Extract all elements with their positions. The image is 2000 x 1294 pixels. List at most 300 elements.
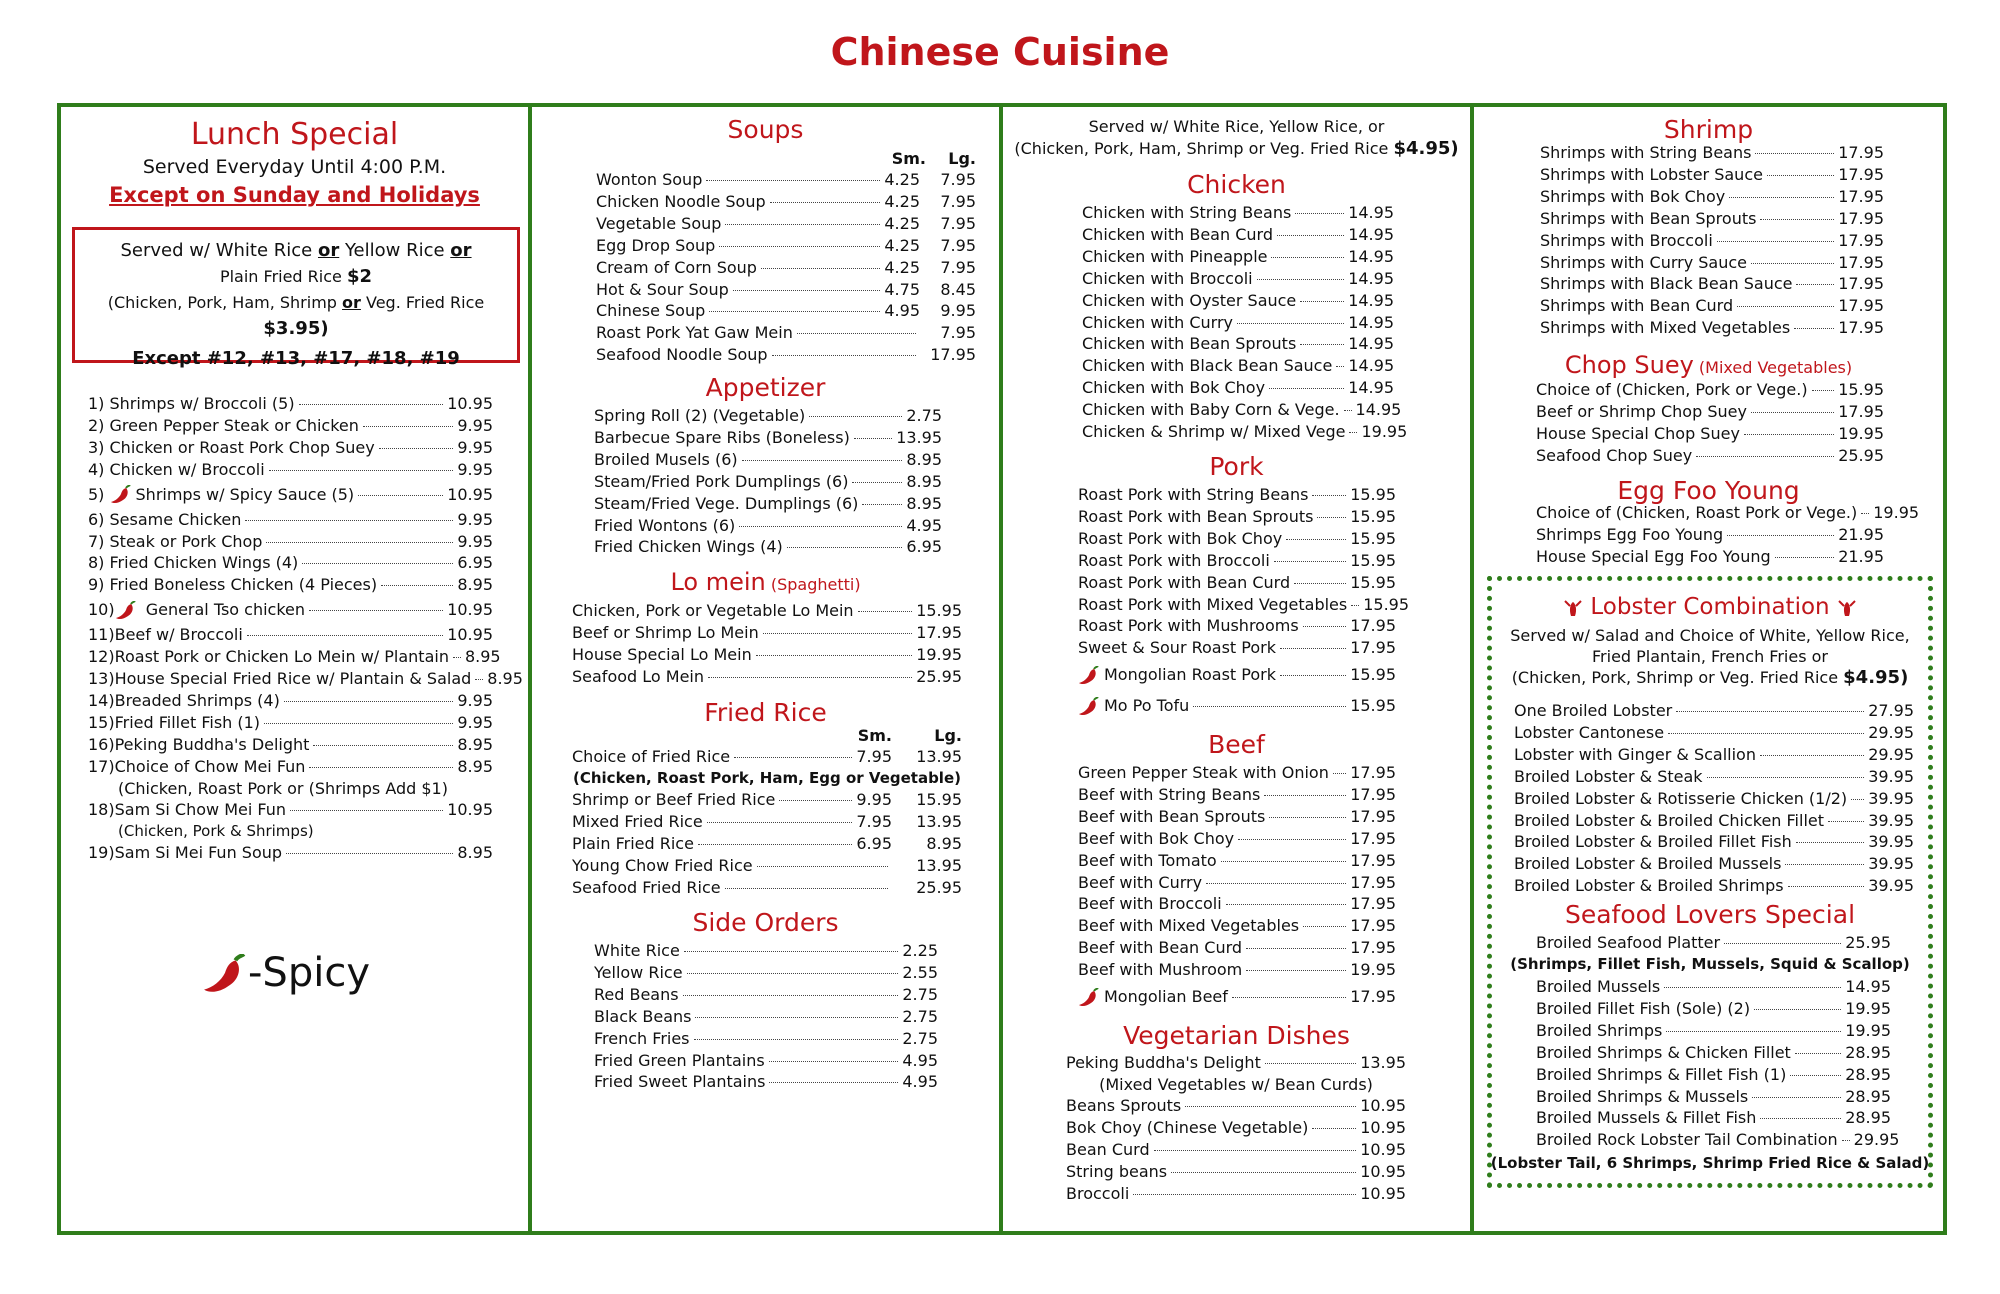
menu-item-price: 19.95: [1873, 503, 1920, 522]
lunch-heading: Lunch Special: [190, 117, 399, 152]
dot-leader: [264, 723, 453, 724]
seafood-section: [1536, 932, 1891, 954]
dot-leader: [1246, 948, 1346, 949]
price-large: 13.95: [916, 747, 962, 766]
menu-item-name: Young Chow Fried Rice: [572, 855, 753, 875]
menu-item: [1078, 762, 1396, 784]
fried-rice-section: [572, 726, 962, 898]
dot-leader: [858, 611, 913, 612]
col3-served: Served w/ White Rice, Yellow Rice, or (Chicken, Pork, Ham, Shrimp or Veg. Fried Rice $4.95): [1014, 117, 1459, 159]
dot-leader: [302, 563, 453, 564]
menu-item-price: 8.95: [457, 734, 493, 754]
menu-item-price: 9.95: [457, 531, 493, 551]
menu-item-name: Seafood Noodle Soup: [596, 345, 768, 365]
dot-leader: [1312, 1128, 1356, 1129]
menu-item: [1514, 766, 1914, 788]
menu-item: [594, 493, 942, 515]
menu-item: [1536, 1042, 1891, 1064]
menu-item-price: 17.95: [1350, 763, 1396, 782]
dot-leader: [1795, 1053, 1841, 1054]
chili-pepper-icon: [1078, 666, 1100, 686]
menu-item-name: Peking Buddha's Delight: [1066, 1053, 1261, 1072]
dot-leader: [1861, 513, 1869, 514]
menu-item: [1078, 828, 1396, 850]
menu-item-price: 15.95: [1363, 594, 1410, 614]
menu-item: [88, 393, 493, 415]
menu-item-name: Cream of Corn Soup: [596, 257, 757, 277]
menu-item-price: 14.95: [1348, 246, 1394, 266]
dot-leader: [1751, 263, 1834, 264]
menu-item-price: 8.95: [464, 647, 501, 667]
price-large: 7.95: [940, 170, 976, 189]
menu-item-name: Beef with Tomato: [1078, 850, 1217, 870]
menu-item: [88, 712, 493, 734]
dot-leader: [1796, 284, 1834, 285]
menu-item-price: 2.55: [902, 962, 938, 982]
menu-item: [572, 600, 962, 622]
dot-leader: [1760, 1118, 1841, 1119]
menu-item-name: 15)Fried Fillet Fish (1): [88, 712, 261, 732]
dot-leader: [286, 853, 453, 854]
dot-leader: [1754, 1009, 1841, 1010]
soups-heading: Soups: [727, 115, 804, 144]
menu-item-price: 9.95: [457, 712, 493, 732]
menu-item-name: Beef or Shrimp Lo Mein: [572, 622, 759, 642]
menu-item-name: Roast Pork with Broccoli: [1078, 550, 1270, 570]
menu-item-price: 17.95: [916, 622, 962, 642]
menu-item-price: 28.95: [1845, 1108, 1891, 1128]
menu-item: [1514, 831, 1914, 853]
dot-leader: [1760, 219, 1834, 220]
menu-item-price: 17.95: [1838, 186, 1884, 206]
menu-item-name: Green Pepper Steak with Onion: [1078, 763, 1329, 782]
menu-item-name: Seafood Fried Rice: [572, 877, 721, 897]
menu-item-price: 15.95: [1350, 696, 1396, 716]
dot-leader: [757, 866, 888, 867]
menu-item-price: 15.95: [1838, 380, 1884, 399]
dot-leader: [266, 542, 453, 543]
dot-leader: [695, 1017, 898, 1018]
menu-item-name: Red Beans: [594, 984, 679, 1004]
menu-item-name: Mixed Fried Rice: [572, 811, 703, 831]
dot-leader: [290, 810, 443, 811]
dot-leader: [1206, 883, 1346, 884]
menu-item-price: 2.75: [902, 1006, 938, 1026]
menu-item: [572, 644, 962, 666]
menu-item: [1536, 1107, 1891, 1129]
menu-item: [1536, 546, 1884, 568]
menu-item: [572, 789, 962, 811]
menu-item-name: 16)Peking Buddha's Delight: [88, 734, 310, 754]
item-note: (Chicken, Roast Pork or (Shrimps Add $1): [118, 778, 448, 798]
menu-item-name: 4) Chicken w/ Broccoli: [88, 459, 265, 479]
appetizer-heading: Appetizer: [705, 373, 826, 402]
menu-item: [594, 449, 942, 471]
dot-leader: [475, 679, 483, 680]
menu-item: [1066, 1095, 1406, 1117]
menu-item-price: 10.95: [1360, 1139, 1406, 1159]
shrimp-heading: Shrimp: [1663, 115, 1754, 144]
lunch-box-line3: (Chicken, Pork, Ham, Shrimp or Veg. Fried Rice $3.95): [107, 293, 485, 339]
menu-item: [1540, 252, 1884, 274]
menu-item-name: 9) Fried Boneless Chicken (4 Pieces): [88, 575, 378, 595]
menu-item-name: Beef with Bean Curd: [1078, 938, 1243, 958]
menu-item-price: 9.95: [457, 509, 493, 529]
menu-item: [1536, 423, 1884, 445]
menu-item: [594, 405, 942, 427]
spicy-label: -Spicy: [248, 950, 370, 996]
dot-leader: [1842, 1140, 1850, 1141]
menu-item-price: 19.95: [1838, 423, 1884, 443]
menu-item-price: 4.95: [902, 1050, 938, 1070]
menu-item-name: Wonton Soup: [596, 170, 703, 189]
price-large: 8.45: [940, 279, 976, 299]
menu-item-name: Broiled Seafood Platter: [1536, 933, 1721, 952]
menu-item-price: 39.95: [1868, 876, 1914, 896]
price-small: 9.95: [856, 789, 892, 809]
menu-item: [1082, 312, 1394, 334]
menu-item: [1082, 355, 1394, 377]
dot-leader: [1727, 535, 1834, 536]
menu-item-name: Steam/Fried Pork Dumplings (6): [594, 471, 849, 491]
menu-item-price: 25.95: [916, 666, 962, 686]
menu-item: [88, 415, 493, 437]
menu-item: [88, 624, 493, 646]
menu-item: [1078, 784, 1396, 806]
menu-item-price: 17.95: [1350, 872, 1396, 892]
dot-leader: [1246, 970, 1346, 971]
menu-item-name: One Broiled Lobster: [1514, 701, 1673, 720]
menu-item: [596, 169, 976, 191]
menu-item-price: 10.95: [1360, 1117, 1406, 1137]
menu-item: [1078, 806, 1396, 828]
menu-item: [594, 1050, 938, 1072]
dot-leader: [1277, 235, 1344, 236]
dot-leader: [694, 1039, 899, 1040]
menu-item-name: Broiled Mussels: [1536, 977, 1661, 996]
menu-item-price: 17.95: [1350, 806, 1396, 826]
price-large: 13.95: [916, 855, 962, 875]
dot-leader: [1676, 711, 1864, 712]
menu-item-name: Fried Green Plantains: [594, 1050, 765, 1070]
price-small: 6.95: [856, 833, 892, 853]
dot-leader: [719, 246, 880, 247]
menu-item: [88, 509, 493, 531]
menu-item-price: 29.95: [1868, 744, 1914, 764]
menu-item-price: 15.95: [1350, 528, 1396, 548]
menu-item: [1536, 1064, 1891, 1086]
dot-leader: [725, 224, 880, 225]
menu-item-price: 28.95: [1845, 1086, 1891, 1106]
menu-item-name: Shrimps with Lobster Sauce: [1540, 164, 1763, 184]
dot-leader: [1303, 626, 1347, 627]
menu-item: [1540, 208, 1884, 230]
menu-item: [1082, 246, 1394, 268]
menu-item-price: 17.95: [1350, 987, 1396, 1007]
dot-leader: [1767, 175, 1834, 176]
menu-item-name: Chicken with Broccoli: [1082, 268, 1253, 288]
menu-item-price: 39.95: [1868, 832, 1914, 852]
column-divider: [999, 103, 1003, 1235]
seafood-heading: Seafood Lovers Special: [1564, 900, 1856, 929]
lomein-list: [572, 600, 962, 688]
menu-item-price: 17.95: [1350, 784, 1396, 804]
menu-item-price: 17.95: [1350, 850, 1396, 870]
dot-leader: [299, 404, 444, 405]
menu-item: [1514, 700, 1914, 722]
menu-item-name: Shrimps Egg Foo Young: [1536, 524, 1724, 544]
menu-item-price: 39.95: [1868, 788, 1914, 808]
menu-item-name: Broiled Musels (6): [594, 449, 738, 469]
menu-item-name: 17)Choice of Chow Mei Fun: [88, 756, 306, 776]
dot-leader: [284, 701, 454, 702]
column-divider: [1470, 103, 1474, 1235]
menu-item: [88, 552, 493, 574]
menu-item-price: 14.95: [1348, 356, 1395, 376]
menu-item: [1078, 872, 1396, 894]
dot-leader: [1280, 648, 1346, 649]
menu-item: [1078, 637, 1396, 659]
menu-item-name: Beef with Broccoli: [1078, 894, 1222, 914]
menu-item-name: Broiled Lobster & Rotisserie Chicken (1/2): [1514, 788, 1848, 808]
menu-item: [1536, 524, 1884, 546]
menu-item: [596, 257, 976, 279]
seafood-note: (Lobster Tail, 6 Shrimps, Shrimp Fried Rice & Salad): [1490, 1154, 1930, 1172]
menu-item-name: Fried Sweet Plantains: [594, 1072, 766, 1092]
dot-leader: [1752, 1097, 1841, 1098]
menu-item: [1536, 502, 1920, 524]
menu-item-price: 8.95: [457, 575, 493, 595]
menu-item: [1082, 399, 1402, 421]
menu-item-name: Broiled Rock Lobster Tail Combination: [1536, 1130, 1838, 1150]
menu-item-name: Steam/Fried Vege. Dumplings (6): [594, 493, 859, 513]
menu-item-name: Choice of Fried Rice: [572, 747, 731, 766]
menu-item-price: 14.95: [1348, 268, 1394, 288]
dot-leader: [1744, 434, 1834, 435]
beef-list: [1078, 762, 1396, 1012]
lobster-icon: [1561, 598, 1585, 622]
menu-item-price: 13.95: [896, 427, 942, 447]
menu-item: [1078, 615, 1396, 637]
menu-item: [1540, 295, 1884, 317]
menu-item: [1078, 937, 1396, 959]
menu-item-price: 8.95: [906, 493, 942, 513]
menu-item-name: Mongolian Roast Pork: [1078, 659, 1276, 690]
menu-item-name: Hot & Sour Soup: [596, 279, 729, 299]
menu-item-price: 10.95: [447, 600, 493, 620]
menu-item-name: Broiled Lobster & Broiled Mussels: [1514, 854, 1782, 874]
menu-item-price: 9.95: [457, 690, 493, 710]
price-small: 4.95: [884, 301, 920, 321]
dot-leader: [309, 767, 453, 768]
dot-leader: [1274, 561, 1346, 562]
menu-item: [1078, 594, 1410, 616]
dot-leader: [1193, 706, 1346, 707]
menu-item-price: 17.95: [1838, 164, 1884, 184]
menu-item-price: 17.95: [1350, 616, 1396, 636]
menu-item-name: Beef with String Beans: [1078, 784, 1261, 804]
menu-item-name: Beef or Shrimp Chop Suey: [1536, 401, 1747, 421]
veg-list: [1066, 1052, 1406, 1204]
chop-suey-list: [1536, 379, 1884, 467]
dot-leader: [769, 1082, 898, 1083]
fried-rice-heading: Fried Rice: [704, 698, 827, 727]
menu-item: [594, 427, 942, 449]
menu-item: [1078, 484, 1396, 506]
menu-item-price: 15.95: [1350, 485, 1396, 504]
price-small: 4.25: [884, 235, 920, 255]
menu-item-price: 10.95: [1360, 1095, 1406, 1115]
menu-item-price: 19.95: [916, 644, 962, 664]
menu-item: [1078, 572, 1396, 594]
menu-item-price: 8.95: [906, 471, 942, 491]
dot-leader: [1336, 366, 1344, 367]
menu-item: [88, 481, 493, 509]
dot-leader: [761, 268, 880, 269]
menu-item-name: Beef with Mushroom: [1078, 960, 1243, 980]
menu-item-name: Seafood Chop Suey: [1536, 445, 1693, 465]
menu-item-price: 17.95: [1838, 252, 1884, 272]
menu-item: [1066, 1183, 1406, 1205]
price-large: 13.95: [916, 811, 962, 831]
menu-item: [1078, 506, 1396, 528]
menu-item-price: 21.95: [1838, 524, 1884, 544]
dot-leader: [1333, 773, 1346, 774]
menu-item: [594, 962, 938, 984]
dot-leader: [1755, 153, 1834, 154]
lunch-except: Except on Sunday and Holidays: [109, 183, 480, 207]
menu-item-name: Vegetable Soup: [596, 213, 722, 233]
menu-item-price: 39.95: [1868, 766, 1914, 786]
menu-item-name: 2) Green Pepper Steak or Chicken: [88, 415, 359, 435]
menu-item-price: 19.95: [1361, 422, 1408, 442]
dot-leader: [708, 677, 912, 678]
dot-leader: [779, 800, 852, 801]
menu-item: [1514, 875, 1914, 897]
menu-item-name: Shrimps with Black Bean Sauce: [1540, 274, 1793, 294]
chicken-heading: Chicken: [1187, 170, 1286, 199]
menu-item: [572, 877, 962, 899]
price-small: 7.95: [856, 811, 892, 831]
lomein-heading: Lo mein (Spaghetti): [670, 568, 861, 596]
menu-item-price: 2.75: [902, 1028, 938, 1048]
menu-item: [88, 842, 493, 864]
chop-suey-heading: Chop Suey (Mixed Vegetables): [1564, 351, 1853, 379]
menu-item-name: Broiled Mussels & Fillet Fish: [1536, 1108, 1757, 1128]
dot-leader: [309, 610, 443, 611]
menu-item: [572, 666, 962, 688]
dot-leader: [852, 482, 902, 483]
menu-item-price: 8.95: [487, 669, 523, 689]
menu-item-name: Black Beans: [594, 1006, 692, 1026]
menu-item: [1536, 1086, 1891, 1108]
dot-leader: [1760, 755, 1864, 756]
menu-item: [1066, 1117, 1406, 1139]
menu-item: [1540, 164, 1884, 186]
soups-section: [596, 149, 976, 366]
dot-leader: [1271, 257, 1344, 258]
menu-item: [596, 213, 976, 235]
dot-leader: [1238, 839, 1346, 840]
menu-item-price: 17.95: [1838, 208, 1884, 228]
dot-leader: [1295, 213, 1344, 214]
menu-item-price: 25.95: [1845, 933, 1891, 952]
price-large: 25.95: [916, 877, 962, 897]
dot-leader: [733, 290, 881, 291]
menu-item-price: 10.95: [447, 394, 493, 413]
dot-leader: [1317, 517, 1346, 518]
dot-leader: [756, 655, 912, 656]
menu-item-price: 14.95: [1348, 203, 1394, 222]
menu-item: [594, 515, 942, 537]
menu-item: [596, 279, 976, 301]
menu-item-name: Chicken with Black Bean Sauce: [1082, 356, 1333, 376]
menu-item: [1536, 1020, 1891, 1042]
menu-item-name: Chicken, Pork or Vegetable Lo Mein: [572, 601, 854, 620]
menu-item: [1066, 1161, 1406, 1183]
menu-item-name: Sweet & Sour Roast Pork: [1078, 638, 1276, 658]
chili-pepper-icon: [1078, 697, 1100, 717]
menu-item-price: 19.95: [1845, 1020, 1891, 1040]
menu-item-price: 17.95: [1838, 296, 1884, 316]
pork-list: [1078, 484, 1410, 721]
dot-leader: [1257, 279, 1345, 280]
menu-item-price: 19.95: [1350, 960, 1396, 980]
side-orders-list: [594, 940, 938, 1093]
dot-leader: [1294, 583, 1346, 584]
dot-leader: [797, 333, 916, 334]
lobster-heading: Lobster Combination: [1490, 592, 1930, 622]
menu-item: [1082, 333, 1394, 355]
dot-leader: [1286, 539, 1346, 540]
dot-leader: [1221, 861, 1346, 862]
menu-item: [594, 940, 938, 962]
menu-item-price: 15.95: [1350, 550, 1396, 570]
menu-item-name: Shrimp or Beef Fried Rice: [572, 789, 776, 809]
dot-leader: [1796, 842, 1864, 843]
menu-item: [88, 799, 493, 821]
menu-item-name: 10) General Tso chicken: [88, 600, 306, 620]
menu-item-name: Chicken with Bok Choy: [1082, 378, 1266, 398]
dot-leader: [1349, 432, 1357, 433]
menu-item-price: 17.95: [1350, 638, 1396, 658]
menu-item: [1540, 317, 1884, 339]
price-large: 9.95: [940, 301, 976, 321]
menu-item: [88, 690, 493, 712]
menu-item-name: Mongolian Beef: [1078, 981, 1228, 1012]
menu-item: [1536, 932, 1891, 954]
menu-item-name: Plain Fried Rice: [572, 833, 694, 853]
dot-leader: [313, 745, 453, 746]
menu-item-price: 2.25: [902, 941, 938, 960]
menu-item: [88, 437, 493, 459]
menu-item-price: 39.95: [1868, 810, 1914, 830]
dot-leader: [269, 470, 454, 471]
menu-item-price: 39.95: [1868, 854, 1914, 874]
menu-item-price: 9.95: [457, 459, 493, 479]
menu-item-price: 14.95: [1348, 224, 1394, 244]
dot-leader: [1717, 241, 1834, 242]
menu-item-name: Shrimps with Mixed Vegetables: [1540, 318, 1791, 338]
dot-leader: [453, 657, 461, 658]
menu-item-price: 10.95: [1360, 1183, 1406, 1203]
menu-item: [1514, 744, 1914, 766]
menu-item-name: French Fries: [594, 1028, 690, 1048]
menu-item-price: 25.95: [1838, 445, 1884, 465]
dot-leader: [734, 757, 852, 758]
lunch-box-except: Except #12, #13, #17, #18, #19: [132, 348, 460, 369]
menu-item-name: 14)Breaded Shrimps (4): [88, 690, 280, 710]
